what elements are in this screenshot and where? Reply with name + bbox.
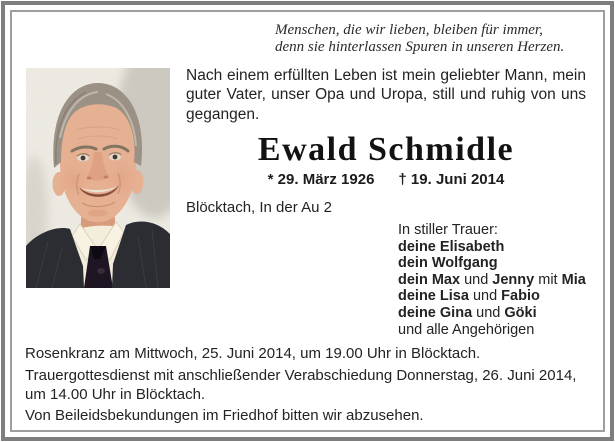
mourner-line: dein Wolfgang	[398, 255, 498, 272]
notice: Trauergottesdienst mit anschließender Verabschiedung Donnerstag, 26. Juni 2014, um 14.00 Uhr in Blöcktach.	[25, 366, 577, 403]
mourner-line: und alle Angehörigen	[398, 321, 535, 338]
intro-line-1: Nach einem erfüllten Leben ist mein geliebter Mann, mein	[186, 67, 586, 84]
epitaph-line-2: denn sie hinterlassen Spuren in unseren Herzen.	[275, 38, 565, 55]
portrait-illustration	[26, 68, 170, 288]
deceased-name: Ewald Schmidle	[257, 131, 515, 168]
epitaph-quote	[275, 22, 591, 55]
intro-paragraph	[186, 66, 586, 124]
notice: Rosenkranz am Mittwoch, 25. Juni 2014, um 19.00 Uhr in Blöcktach.	[25, 345, 481, 362]
mourner-line: deine Elisabeth	[398, 238, 505, 255]
intro-line-2: guter Vater, unser Opa und Uropa, still und ruhig von uns	[186, 86, 586, 104]
life-dates	[186, 171, 586, 188]
mourner-line: deine Lisa und Fabio	[398, 288, 540, 305]
birth-date: * 29. März 1926	[267, 171, 375, 188]
mourning-block	[398, 222, 586, 338]
mourners-list	[398, 239, 586, 339]
mourner-line: dein Max und Jenny mit Mia	[398, 271, 586, 288]
mourner-line: deine Gina und Göki	[398, 304, 537, 321]
intro-line-3: gegangen.	[186, 105, 260, 123]
mourning-heading: In stiller Trauer:	[398, 222, 498, 238]
portrait-photo	[26, 68, 170, 288]
address: Blöcktach, In der Au 2	[186, 199, 332, 216]
notice: Von Beileidsbekundungen im Friedhof bitten wir abzusehen.	[25, 407, 424, 424]
notices-list	[25, 344, 591, 428]
epitaph-line-1: Menschen, die wir lieben, bleiben für immer,	[275, 22, 543, 38]
death-date: † 19. Juni 2014	[398, 171, 505, 188]
